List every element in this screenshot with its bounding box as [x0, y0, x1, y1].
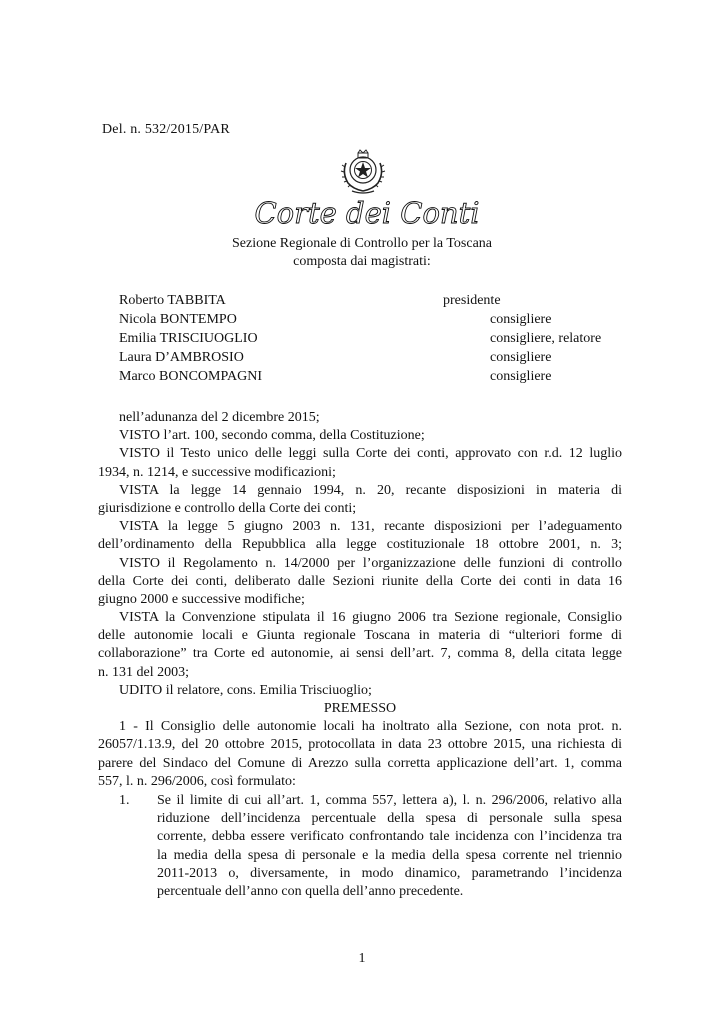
composition-heading: composta dai magistrati: [293, 254, 431, 269]
body-line: 26057/1.13.9, del 20 ottobre 2015, protocollata in data 23 ottobre 2015, una richiesta di [98, 737, 622, 753]
body-line: parere del Sindaco del Comune di Arezzo sulla corretta applicazione dell’art. 1, comma [98, 755, 622, 771]
magistrate-name: Emilia TRISCIUOGLIO [119, 331, 258, 346]
body-line: giurisdizione e controllo della Corte dei conti; [98, 500, 357, 516]
body-line: 1 - Il Consiglio delle autonomie locali ha inoltrato alla Sezione, con nota prot. n. [119, 719, 622, 735]
body-line: della Corte dei conti, deliberato dalle Sezioni riunite della Corte dei conti in data 16 [98, 573, 622, 589]
body-line: giugno 2000 e successive modifiche; [98, 591, 305, 607]
italian-republic-emblem-icon [338, 143, 388, 197]
magistrate-role: consigliere [490, 312, 552, 327]
magistrate-name: Laura D’AMBROSIO [119, 350, 244, 365]
body-line: delle autonomie locali e Giunta regionale Toscana in materia di “ulteriori forme di [98, 628, 622, 644]
premesso-heading: PREMESSO [323, 701, 397, 716]
list-item-number: 1. [119, 793, 130, 808]
page-number: 1 [358, 951, 366, 966]
section-heading: Sezione Regionale di Controllo per la Toscana [231, 236, 493, 251]
list-item-line: corrente, debba essere verificato confrontando tale incidenza con l’incidenza tra [157, 829, 622, 845]
magistrate-name: Roberto TABBITA [119, 293, 226, 308]
list-item-line: 2011-2013 o, diversamente, in modo dinamico, parametrando l’incidenza [157, 865, 622, 881]
body-line: VISTA la Convenzione stipulata il 16 giugno 2006 tra Sezione regionale, Consiglio [119, 610, 622, 626]
list-item-line: la media della spesa di personale e la media della spesa corrente nel triennio [157, 847, 622, 863]
document-body [98, 409, 622, 791]
institution-title [254, 193, 480, 233]
body-line: VISTO il Testo unico delle leggi sulla Corte dei conti, approvato con r.d. 12 luglio [119, 446, 622, 462]
body-line: 1934, n. 1214, e successive modificazioni; [98, 464, 336, 480]
magistrate-role: consigliere [490, 350, 552, 365]
body-line: n. 131 del 2003; [98, 664, 189, 680]
body-line: VISTA la legge 14 gennaio 1994, n. 20, recante disposizioni in materia di [119, 482, 622, 498]
magistrate-role: consigliere, relatore [490, 331, 602, 346]
body-line: VISTA la legge 5 giugno 2003 n. 131, recante disposizioni per l’adeguamento [119, 519, 622, 535]
magistrate-role: consigliere [490, 369, 552, 384]
body-line: VISTO l’art. 100, secondo comma, della Costituzione; [119, 428, 425, 444]
body-line: dell’ordinamento della Repubblica alla legge costituzionale 18 ottobre 2001, n. 3; [98, 537, 622, 553]
body-line: VISTO il Regolamento n. 14/2000 per l’organizzazione delle funzioni di controllo [119, 555, 622, 571]
institution-title-text: Corte dei Conti [254, 196, 480, 230]
question-list-item [119, 792, 622, 901]
magistrate-role: presidente [443, 293, 501, 308]
body-line: collaborazione” tra Corte ed autonomie, ai sensi dell’art. 7, comma 8, della citata legge [98, 646, 622, 662]
list-item-line: riduzione dell’incidenza percentuale della spesa di personale sulla spesa [157, 811, 622, 827]
list-item-line: Se il limite di cui all’art. 1, comma 557, lettera a), l. n. 296/2006, relativo alla [157, 793, 622, 808]
body-line: UDITO il relatore, cons. Emilia Trisciuoglio; [119, 682, 372, 698]
magistrate-name: Nicola BONTEMPO [119, 312, 237, 327]
body-line: 557, l. n. 296/2006, così formulato: [98, 773, 296, 789]
body-line: nell’adunanza del 2 dicembre 2015; [119, 410, 320, 425]
deliberation-reference: Del. n. 532/2015/PAR [102, 122, 230, 137]
list-item-line: percentuale dell’anno con quella dell’anno precedente. [157, 883, 464, 899]
magistrate-name: Marco BONCOMPAGNI [119, 369, 262, 384]
